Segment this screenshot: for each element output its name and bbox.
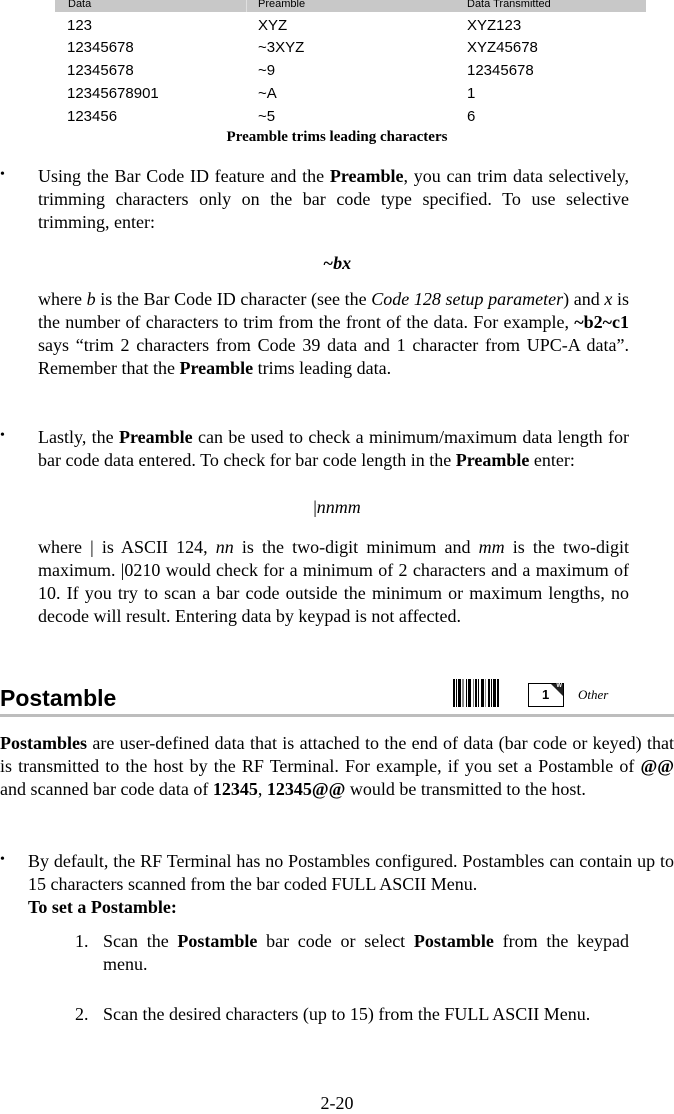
bullet-paragraph-length-check bbox=[38, 426, 629, 472]
text: is the two-digit maximum. |0210 would check for a minimum of 2 characters and a maximum of 10. If you try to scan a bar code outside the minimum or maximum lengths, no decode will result. Entering data by keypad is not affected. bbox=[38, 537, 629, 626]
table-row bbox=[0, 60, 674, 82]
formula-bx: ~bx bbox=[322, 253, 352, 273]
text: Scan the desired characters (up to 15) from the FULL ASCII Menu. bbox=[103, 1004, 591, 1024]
step-number: 1. bbox=[75, 931, 89, 951]
barcode-icon bbox=[453, 679, 507, 707]
bold-term: 12345 bbox=[212, 779, 258, 799]
cell-transmitted: 1 bbox=[467, 85, 476, 102]
bold-term: Postambles bbox=[0, 733, 87, 753]
step-number: 2. bbox=[75, 1004, 89, 1024]
cell-preamble: ~9 bbox=[258, 62, 276, 79]
text: Scan the bbox=[103, 931, 178, 951]
text: By default, the RF Terminal has no Postambles configured. Postambles can contain up to 15 characters scanned from the bar coded FULL ASCII Menu. bbox=[28, 851, 674, 894]
key-corner-label: W bbox=[556, 683, 562, 689]
formula-text: nnmm bbox=[316, 497, 361, 517]
text: says “trim 2 characters from Code 39 data and 1 character from UPC-A data”. Remember that the bbox=[38, 335, 629, 378]
text: ) and bbox=[563, 289, 605, 309]
cell-data: 123 bbox=[67, 17, 93, 34]
bold-term: Preamble bbox=[179, 358, 254, 378]
italic-term: Code 128 setup parameter bbox=[371, 289, 564, 309]
column-header-data-transmitted: Data Transmitted bbox=[467, 0, 551, 10]
cell-transmitted: 6 bbox=[467, 108, 476, 125]
column-header-preamble: Preamble bbox=[258, 0, 306, 10]
bullet-icon: • bbox=[0, 428, 5, 443]
text: Lastly, the bbox=[38, 427, 120, 447]
cell-transmitted: 12345678 bbox=[467, 62, 534, 79]
bold-term: Preamble bbox=[119, 427, 193, 447]
text: are user-defined data that is attached to the end of data (bar code or keyed) that is transmitted to the host by the RF Terminal. For example, if you set a Postamble of bbox=[0, 733, 674, 776]
cell-data: 12345678 bbox=[67, 62, 134, 79]
pipe-char: | bbox=[313, 497, 317, 517]
cell-transmitted: XYZ123 bbox=[467, 17, 522, 34]
italic-term: b bbox=[86, 289, 96, 309]
cell-preamble: ~3XYZ bbox=[258, 39, 305, 56]
paragraph-postamble-intro bbox=[0, 732, 674, 801]
text: where bbox=[38, 289, 87, 309]
text: , bbox=[257, 779, 267, 799]
text: from the keypad menu. bbox=[103, 931, 629, 974]
step-1 bbox=[103, 930, 629, 976]
heading-divider bbox=[0, 714, 674, 717]
formula-nnmm bbox=[0, 496, 674, 518]
table-row bbox=[0, 106, 674, 128]
text: Using the Bar Code ID feature and the bbox=[38, 166, 330, 186]
text: and scanned bar code data of bbox=[0, 779, 213, 799]
text: , you can trim data selectively, trimming characters only on the bar code type specified. To use selective trimming, enter: bbox=[38, 166, 629, 232]
text: would be transmitted to the host. bbox=[345, 779, 586, 799]
section-heading-postamble: Postamble bbox=[0, 685, 117, 711]
table-header bbox=[55, 0, 646, 12]
paragraph-where-bx bbox=[38, 288, 629, 380]
bold-term: Postamble bbox=[177, 931, 258, 951]
bullet-paragraph-postamble-default bbox=[28, 850, 674, 919]
bullet-paragraph-selective-trim bbox=[38, 165, 629, 234]
cell-data: 12345678901 bbox=[67, 85, 159, 102]
bold-term: @@ bbox=[640, 756, 674, 776]
text: where | is ASCII 124, bbox=[38, 537, 216, 557]
text: trims leading data. bbox=[253, 358, 392, 378]
step-2 bbox=[103, 1003, 629, 1026]
bullet-icon: • bbox=[0, 167, 5, 182]
cell-data: 123456 bbox=[67, 108, 118, 125]
cell-preamble: ~5 bbox=[258, 108, 276, 125]
bold-term: Preamble bbox=[455, 450, 530, 470]
italic-term: nn bbox=[215, 537, 234, 557]
text: can be used to check a minimum/maximum data length for bar code data entered. To check for bar code length in the bbox=[38, 427, 630, 470]
bold-term: ~b2~c1 bbox=[574, 312, 629, 332]
bullet-icon: • bbox=[0, 852, 5, 867]
italic-term: mm bbox=[478, 537, 505, 557]
italic-term: x bbox=[604, 289, 613, 309]
page-number: 2-20 bbox=[320, 1093, 354, 1113]
paragraph-where-nnmm bbox=[38, 536, 629, 628]
text: bar code or select bbox=[257, 931, 414, 951]
table-row bbox=[0, 83, 674, 105]
cell-transmitted: XYZ45678 bbox=[467, 39, 538, 56]
column-divider bbox=[246, 0, 247, 12]
keypad-key-icon bbox=[528, 683, 564, 707]
bold-term: Postamble bbox=[413, 931, 494, 951]
table-row bbox=[0, 15, 674, 37]
table-caption: Preamble trims leading characters bbox=[226, 129, 448, 145]
category-label: Other bbox=[578, 687, 609, 702]
table-row bbox=[0, 37, 674, 59]
cell-preamble: XYZ bbox=[258, 17, 288, 34]
column-header-data: Data bbox=[68, 0, 92, 10]
bold-term: Preamble bbox=[329, 166, 404, 186]
bold-term: To set a Postamble: bbox=[28, 897, 177, 917]
bold-term: 12345@@ bbox=[266, 779, 346, 799]
text: enter: bbox=[529, 450, 575, 470]
text: is the two-digit minimum and bbox=[233, 537, 479, 557]
text: is the number of characters to trim from the front of the data. For example, bbox=[38, 289, 629, 332]
text: is the Bar Code ID character (see the bbox=[95, 289, 372, 309]
key-number: 1 bbox=[542, 687, 550, 702]
cell-data: 12345678 bbox=[67, 39, 134, 56]
cell-preamble: ~A bbox=[258, 85, 277, 102]
